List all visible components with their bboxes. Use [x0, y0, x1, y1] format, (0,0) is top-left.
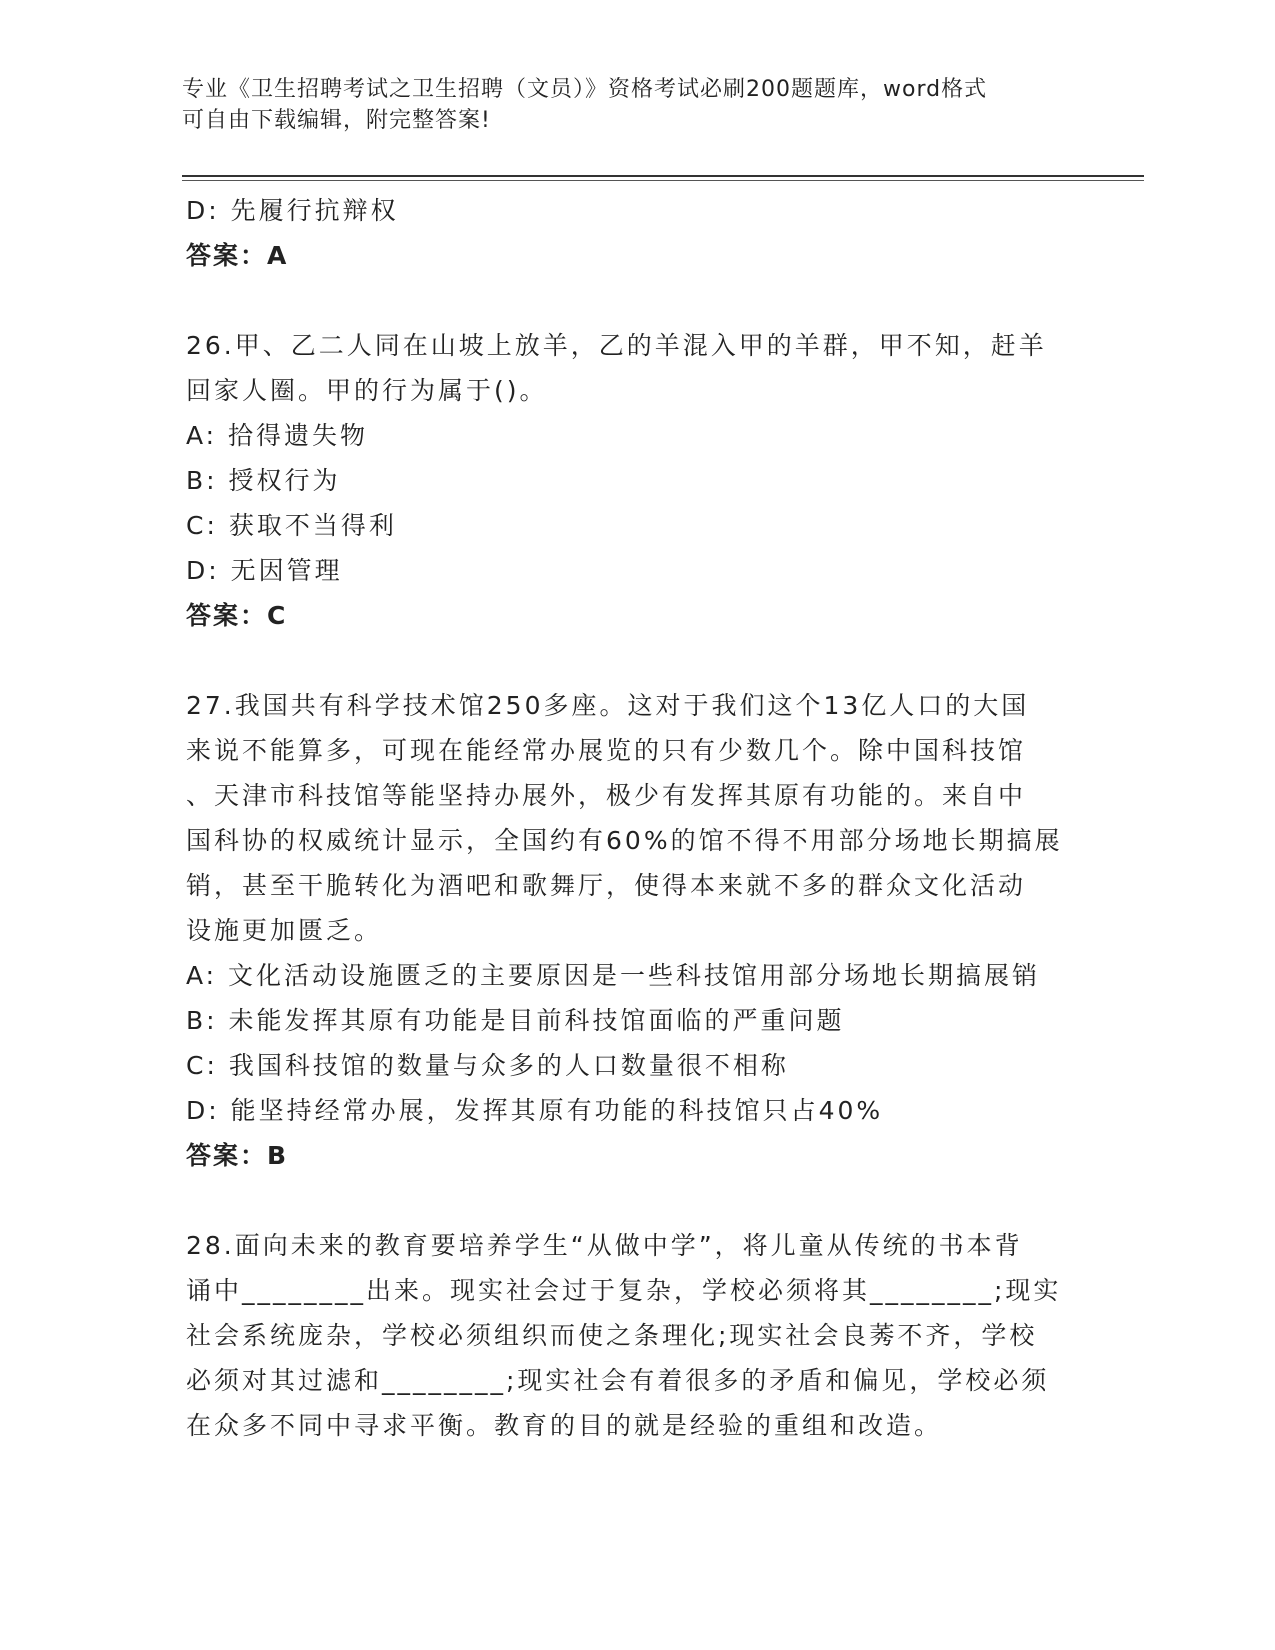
question-stem-line: 28.面向未来的教育要培养学生“从做中学”，将儿童从传统的书本背: [186, 1231, 1023, 1260]
question-stem-line: 诵中________出来。现实社会过于复杂，学校必须将其________;现实: [186, 1276, 1062, 1305]
question-27: [186, 683, 1066, 1178]
answer-line: 答案：A: [186, 241, 289, 270]
option-d: D: 能坚持经常办展，发挥其原有功能的科技馆只占40%: [186, 1096, 884, 1125]
question-stem-line: 来说不能算多，可现在能经常办展览的只有少数几个。除中国科技馆: [186, 736, 1027, 765]
header-line-2: 可自由下载编辑，附完整答案!: [182, 108, 491, 133]
header-divider-thin: [182, 180, 1144, 181]
page-header: [182, 74, 1062, 136]
option-a: A: 拾得遗失物: [186, 421, 369, 450]
question-stem-line: 27.我国共有科学技术馆250多座。这对于我们这个13亿人口的大国: [186, 691, 1030, 720]
option-a: A: 文化活动设施匮乏的主要原因是一些科技馆用部分场地长期搞展销: [186, 961, 1041, 990]
option-d: D: 先履行抗辩权: [186, 196, 399, 225]
option-c: C: 我国科技馆的数量与众多的人口数量很不相称: [186, 1051, 789, 1080]
question-stem-line: 在众多不同中寻求平衡。教育的目的就是经验的重组和改造。: [186, 1411, 943, 1440]
question-stem-line: 设施更加匮乏。: [186, 916, 383, 945]
answer-line: 答案：C: [186, 601, 288, 630]
option-d: D: 无因管理: [186, 556, 343, 585]
question-stem-line: 国科协的权威统计显示，全国约有60%的馆不得不用部分场地长期搞展: [186, 826, 1063, 855]
question-28: [186, 1223, 1066, 1448]
spacer: [186, 638, 1066, 683]
question-stem-line: 26.甲、乙二人同在山坡上放羊，乙的羊混入甲的羊群，甲不知，赶羊: [186, 331, 1047, 360]
question-25: [186, 188, 1066, 278]
document-body: [186, 188, 1066, 1448]
header-line-1: 专业《卫生招聘考试之卫生招聘（文员）》资格考试必刷200题题库，word格式: [182, 77, 988, 102]
option-b: B: 未能发挥其原有功能是目前科技馆面临的严重问题: [186, 1006, 845, 1035]
header-divider: [182, 175, 1144, 177]
question-stem-line: 回家人圈。甲的行为属于()。: [186, 376, 548, 405]
question-26: [186, 323, 1066, 638]
question-stem-line: 必须对其过滤和________;现实社会有着很多的矛盾和偏见，学校必须: [186, 1366, 1050, 1395]
option-c: C: 获取不当得利: [186, 511, 397, 540]
question-stem-line: 社会系统庞杂，学校必须组织而使之条理化;现实社会良莠不齐，学校: [186, 1321, 1038, 1350]
question-stem-line: 销，甚至干脆转化为酒吧和歌舞厅，使得本来就不多的群众文化活动: [186, 871, 1027, 900]
spacer: [186, 1178, 1066, 1223]
question-stem-line: 、天津市科技馆等能坚持办展外，极少有发挥其原有功能的。来自中: [186, 781, 1027, 810]
answer-line: 答案：B: [186, 1141, 289, 1170]
option-b: B: 授权行为: [186, 466, 341, 495]
spacer: [186, 278, 1066, 323]
